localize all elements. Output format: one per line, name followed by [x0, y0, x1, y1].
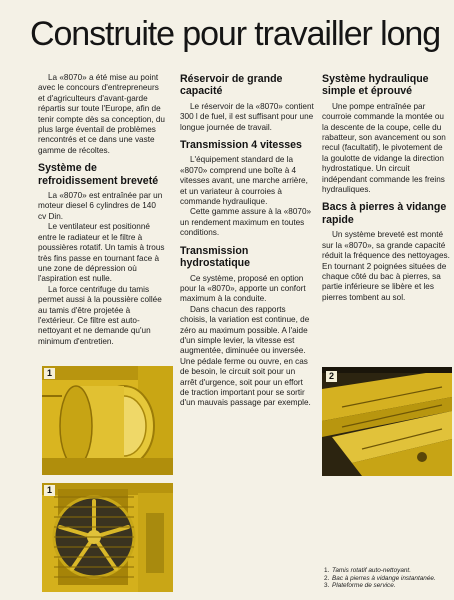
hydrostatic-paragraph-1: Ce système, proposé en option pour la «8070», apporte un confort maximum à la conduite.	[180, 273, 306, 304]
stone-trap-paragraph: Un système breveté est monté sur la «8070», sa grande capacité réduit la fréquence des nettoyages. En tournant 2 poignées situées de chaque côté du bac à pierres, sa partie inférieure se libère et les pierres tombent au sol.	[322, 230, 450, 302]
heading-hydrostatic: Transmission hydrostatique	[180, 244, 251, 270]
rotary-screen-illustration	[42, 366, 173, 475]
heading-tank: Réservoir de grande capacité	[180, 73, 283, 98]
stone-trap-illustration	[322, 367, 452, 476]
hydrostatic-paragraph-2: Dans chacun des rapports choisis, la variation est continue, de zéro au maximum possible. A l'aide d'un simple levier, la vitesse est augmentée, diminuée ou inversée. Une pédale ferme ou ouvre, en cas de besoin, le circuit soit pour un arrêt d'urgence, soit pour un effort de traction important pour se sortir d'un mauvais passage par exemple.	[180, 304, 311, 408]
tank-paragraph: Le réservoir de la «8070» contient 300 l de fuel, il est suffisant pour une longue journée de travail.	[180, 101, 314, 132]
heading-transmission: Transmission 4 vitesses	[180, 139, 302, 152]
photo-cooling-fan	[42, 483, 173, 592]
heading-cooling-system: Système de refroidissement breveté	[38, 162, 159, 187]
caption-item: 2. Bac à pierres à vidange instantanée.	[324, 574, 436, 582]
cooling-paragraph-2: Le ventilateur est positionné entre le radiateur et le filtre à poussières rotatif. Un tamis à trous très fins passe en tournant face à une zone de dépression où l'aspiration est nulle.	[38, 222, 165, 284]
cooling-paragraph-3: La force centrifuge du tamis permet aussi à la poussière collée au tamis d'être projetée à l'extérieur. Ce filtre est auto-nettoyant et ne demande qu'un minimum d'entretien.	[38, 284, 162, 346]
heading-hydraulic-system: Système hydraulique simple et éprouvé	[322, 73, 429, 98]
photo-captions	[324, 567, 452, 590]
photo2-number: 1	[44, 485, 55, 496]
transmission-paragraph-1: L'équipement standard de la «8070» comprend une boîte à 4 vitesses avant, une marche arrière, et un variateur à courroies à commande hydraulique.	[180, 155, 308, 207]
photo1-number: 1	[44, 368, 55, 379]
column-middle	[180, 73, 314, 409]
caption-item: 3. Plateforme de service.	[324, 582, 396, 590]
cooling-paragraph-1: La «8070» est entraînée par un moteur diesel 6 cylindres de 140 cv Din.	[38, 191, 163, 221]
photo-rotary-screen	[42, 366, 173, 475]
page-title: Construite pour travailler long	[30, 15, 441, 53]
column-left	[38, 73, 166, 347]
caption-item: 1. Tamis rotatif auto-nettoyant.	[324, 567, 411, 574]
hydraulic-paragraph: Une pompe entraînée par courroie commande la montée ou la descente de la coupe, celle du rabatteur, son avancement ou son recul (facultatif), le pivotement de la goulotte de vidange la direction hydrostatique. Un circuit indépendant commande les freins hydrauliques.	[322, 101, 446, 195]
cooling-fan-illustration	[42, 483, 173, 592]
transmission-paragraph-2: Cette gamme assure à la «8070» un rendement maximum en toutes conditions.	[180, 207, 312, 238]
heading-stone-trap: Bacs à pierres à vidange rapide	[322, 201, 447, 226]
column-right	[322, 73, 450, 303]
photo3-number: 2	[326, 371, 337, 382]
photo-stone-trap	[322, 367, 452, 476]
intro-paragraph: La «8070» a été mise au point avec le concours d'entrepreneurs et d'agriculteurs d'avant-garde répartis sur toute l'Europe, afin de tenir compte dès sa conception, du plus large éventail de problèmes rencontrés et ce dans une vaste gamme de récoltes.	[38, 73, 165, 155]
